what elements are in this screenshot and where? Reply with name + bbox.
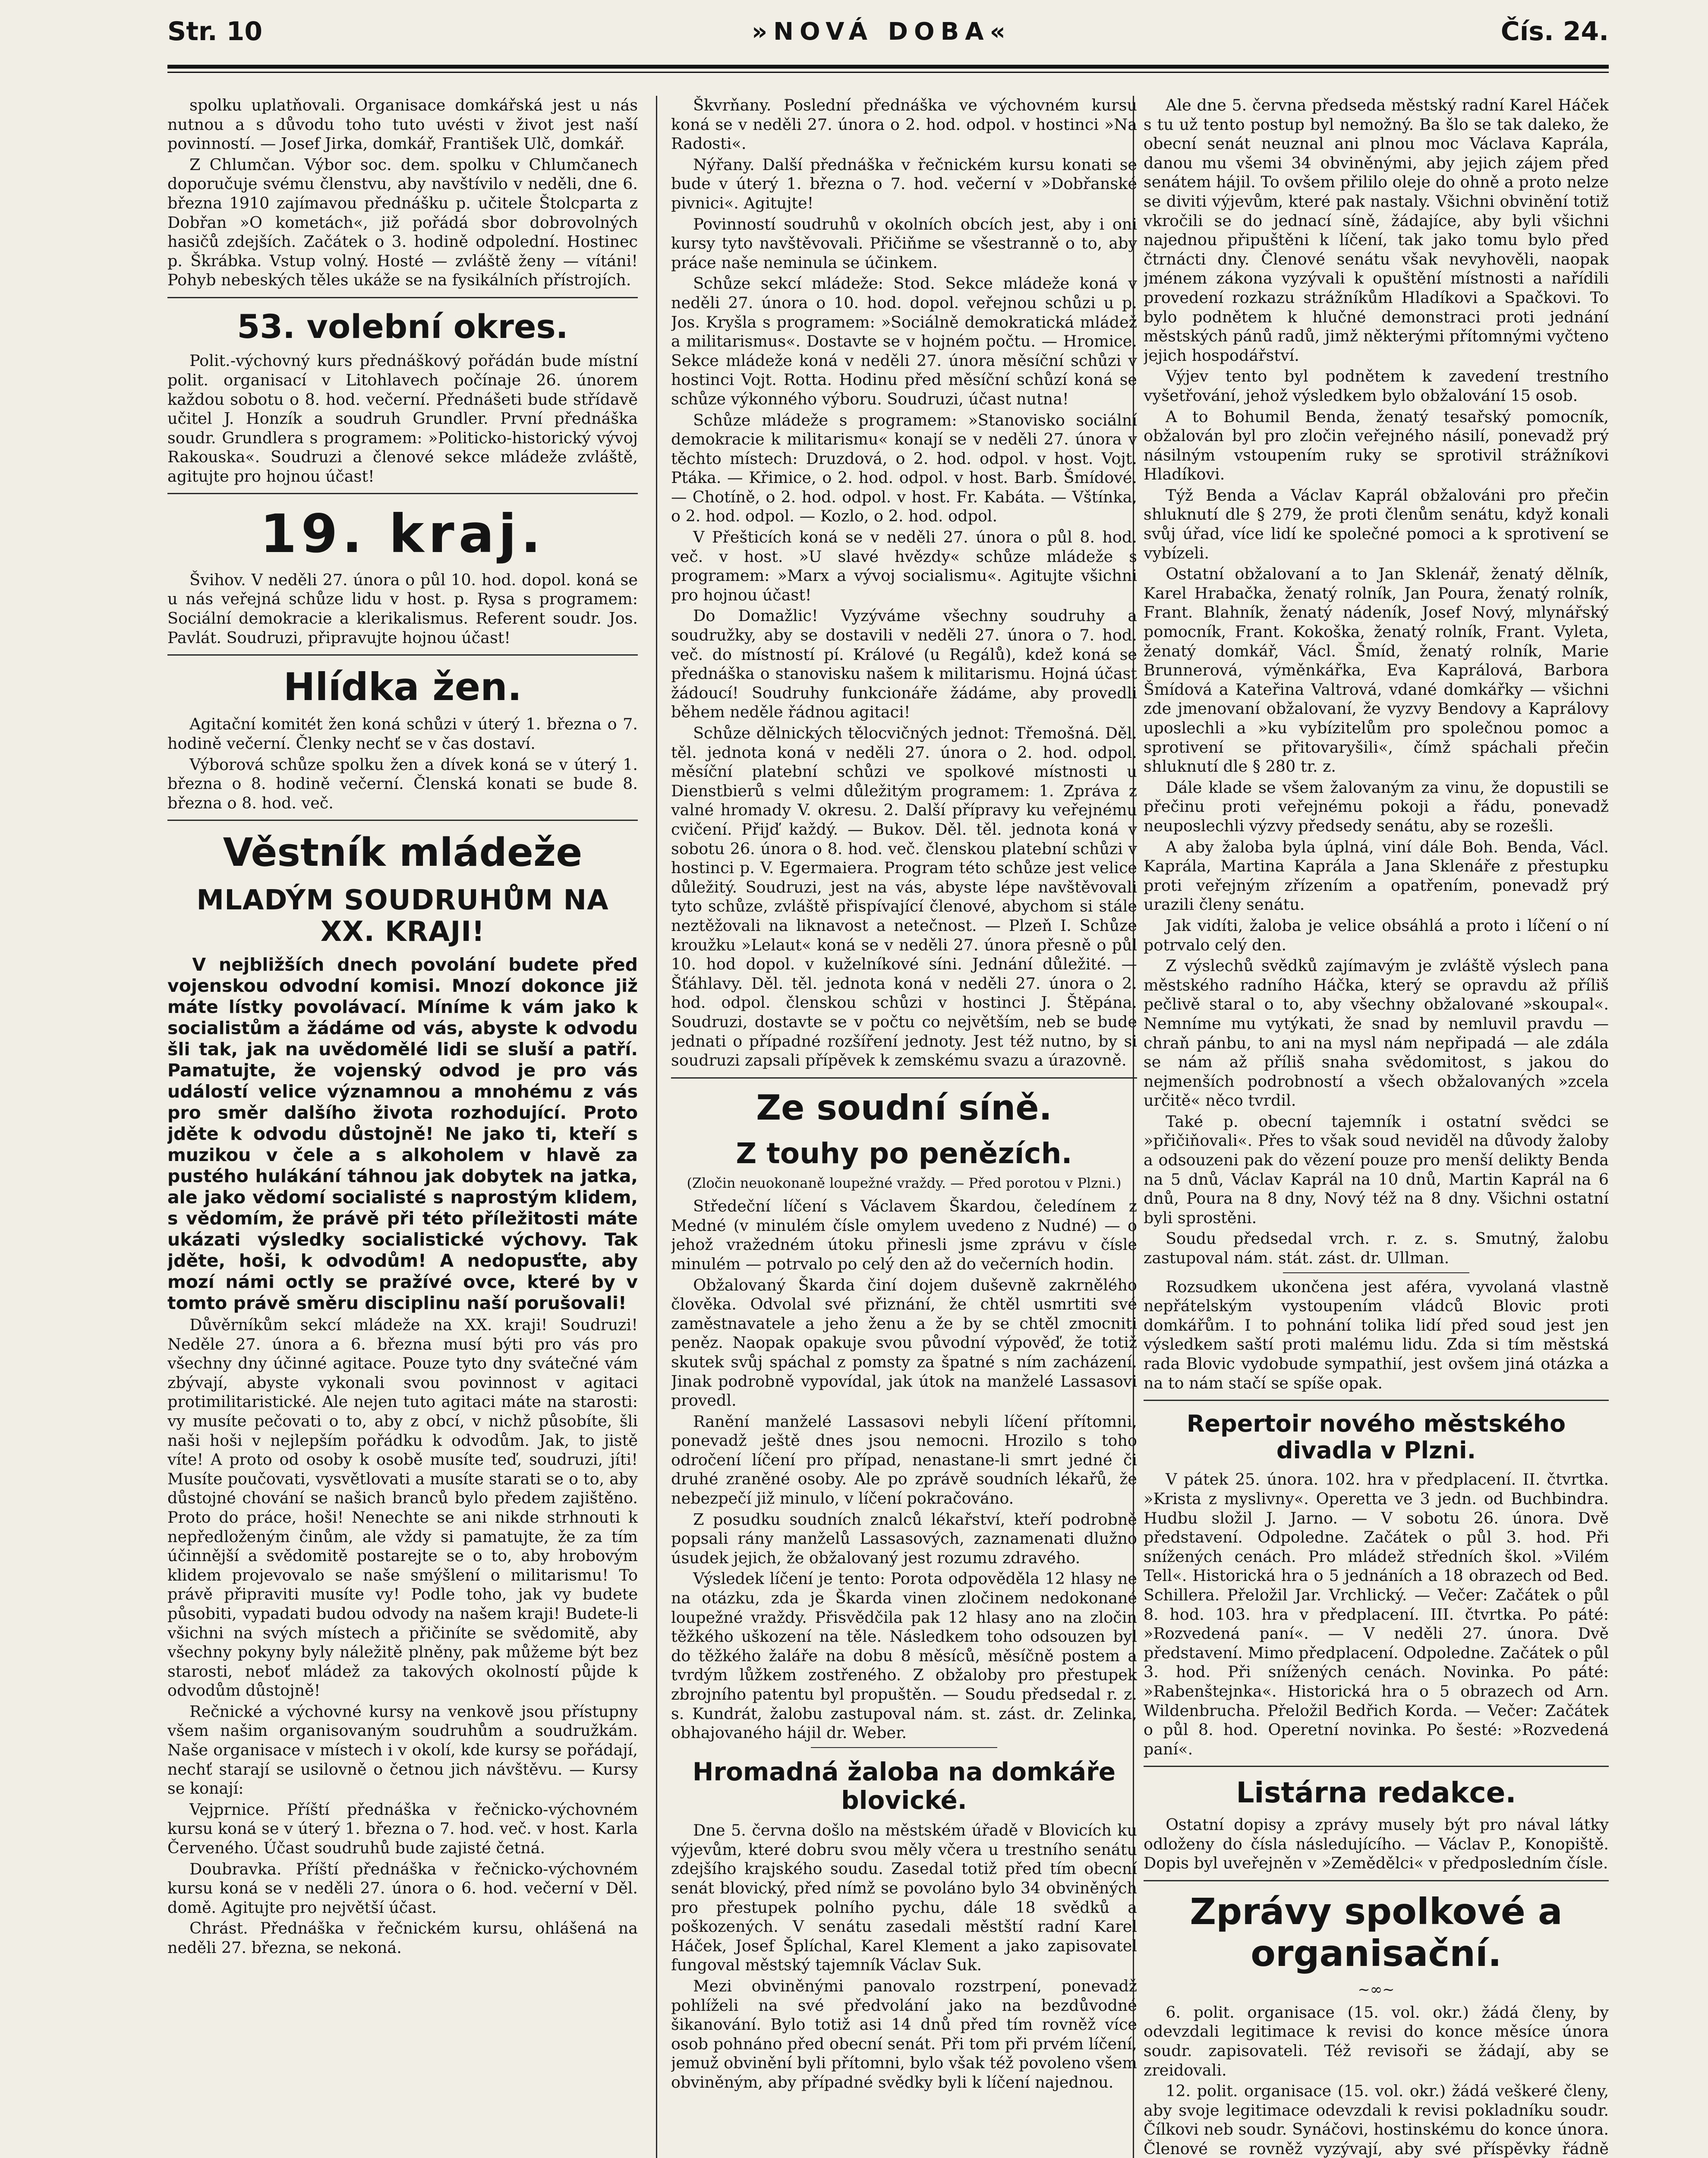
article-paragraph: Důvěrníkům sekcí mládeže na XX. kraji! Soudruzi! Neděle 27. února a 6. března musí býti pro vás pro všechny dny účinné agitace. Pouze tyto dny svátečné vám zbývají, abyste vykonali svou povinnost v agitaci protimilitaristické. Ale nejen tuto agitaci máte na starosti: vy musíte pečovati o to, aby z obcí, v nichž působíte, šli naši hoši v nejlepším pořádku k odvodům. Jak, to jistě víte! A proto od osoby k osobě musíte teď, soudruzi, jíti! Musíte poučovati, vysvětlovati a musíte starati se o to, aby důstojné chování se našich branců bylo předem zajištěno. Proto do práce, hoši! Nenechte se ani nikde strhnouti k nepředloženým činům, ale vždy si pamatujte, že za tím účinnější a svědomitě postarejte se o to, aby hrobovým klidem projevovalo se naše smýšlení o militarismu! To právě připraviti musíte vy! Podle toho, jak vy budete působiti, vypadati budou odvody na našem kraji! Budete-li všichni na svých místech a přičiníte se svědomitě, aby všechny pokyny byly náležitě plněny, pak můžeme být bez starosti, neboť mládež za takových okolností půjde k odvodům důstojně! — [167, 1316, 638, 1700]
article-paragraph: Agitační komitét žen koná schůzi v úterý 1. března o 7. hodině večerní. Členky nechť se v čas dostaví. — [167, 715, 638, 753]
article-paragraph: Do Domažlic! Vyzýváme všechny soudruhy a soudružky, aby se dostavili v neděli 27. února o 7. hod. več. do místností pí. Králové (u Regálů), kdež koná se přednáška o stanovisku našem k militarismu. Hojná účast žádoucí! Soudruhy funkcionáře žádáme, aby provedli během neděle řádnou agitaci! — [671, 606, 1137, 722]
masthead — [167, 8, 1609, 55]
article-divider — [1283, 1272, 1469, 1273]
section-heading-19-kraj: 19. kraj. — [260, 503, 545, 565]
section-divider — [167, 297, 638, 298]
column-divider — [656, 96, 657, 2158]
article-paragraph: 6. polit. organisace (15. vol. okr.) žádá členy, by odevzdali legitimace k revisi do konce měsíce února soudr. zapisovateli. Též revisoři se žádají, aby se zreidovali. — [1144, 2003, 1609, 2079]
article-paragraph: Ranění manželé Lassasovi nebyli líčení přítomni, ponevadž ještě dnes jsou nemocni. Hrozilo s toho odročení líčení pro případ, nenastane-li smrt jedné či druhé zraněné osoby. Ale po zprávě soudních lékařů, že nebezpečí již minulo, v líčení pokračováno. — [671, 1412, 1137, 1508]
section-divider — [1144, 1400, 1609, 1401]
article-paragraph: Švihov. V neděli 27. února o půl 10. hod. dopol. koná se u nás veřejná schůze lidu v host. p. Rysa s programem: Sociální demokracie a klerikalismus. Referent soudr. Jos. Pavlát. Soudruzi, připravujte hojnou účast! — [167, 570, 638, 647]
article-paragraph: Jak vidíti, žaloba je velice obsáhlá a proto i líčení o ní potrvalo celý den. — [1144, 916, 1609, 954]
article-paragraph: Nýřany. Další přednáška v řečnickém kursu konati se bude v úterý 1. března o 7. hod. večerní v »Dobřanské pivnici«. Agitujte! — [671, 155, 1137, 212]
article-paragraph: Obžalovaný Škarda činí dojem duševně zakrnělého člověka. Odvolal své přiznání, že chtěl usmrtiti své zaměstnavatele a jeho ženu a že by se chtěl zmocniti peněz. Naopak opakuje svou původní výpověď, že totiž skutek svůj spáchal z pomsty za špatné s ním zacházení. Jinak podrobně vypovídal, jak útok na manželé Lassasovi provedl. — [671, 1275, 1137, 1410]
article-paragraph: spolku uplatňovali. Organisace domkářská jest u nás nutnou a s důvodu toho tuto uvésti v život jest naší povinností. — Josef Jirka, domkář, František Ulč, domkář. — [167, 96, 638, 153]
section-heading-hlidka-zen: Hlídka žen. — [283, 665, 522, 710]
article-paragraph: Ostatní dopisy a zprávy musely být pro nával látky odloženy do čísla následujícího. — Václav P., Konopiště. Dopis byl uveřejněn v »Zemědělci« v předposledním čísle. — [1144, 1815, 1609, 1873]
section-divider — [167, 493, 638, 494]
article-paragraph: Povinností soudruhů v okolních obcích jest, aby i oni kursy tyto navštěvovali. Přičiňme se všestranně o to, aby práce naše neminula se účinkem. — [671, 215, 1137, 272]
article-paragraph: Polit.-výchovný kurs přednáškový pořádán bude místní polit. organisací v Litohlavech počínaje 26. únorem každou sobotu o 8. hod. večerní. Přednášeti bude střídavě učitel J. Honzík a soudruh Grundler. První přednáška soudr. Grundlera s programem: »Politicko-historický vývoj Rakouska«. Soudruzi a členové sekce mládeže zvláště, agitujte pro hojnou účast! — [167, 351, 638, 486]
article-paragraph: Výjev tento byl podnětem k zavedení trestního vyšetřování, jehož výsledkem bylo obžalování 15 osob. — [1144, 367, 1609, 405]
article-subheading: (Zločin neuokonaně loupežné vraždy. — Před porotou v Plzni.) — [687, 1174, 1122, 1191]
appeal-paragraph: V nejbližších dnech povolání budete před vojenskou odvodní komisi. Mnozí dokonce již máte lístky povolávací. Míníme k vám jako k socialistům a žádáme od vás, abyste k odvodu šli tak, jak na uvědomělé lidi se sluší a patří. Pamatujte, že vojenský odvod je pro vás událostí velice významnou a mnohému z vás pro směr dalšího života rozhodující. Proto jděte k odvodu důstojně! Ne jako ti, kteří s muzikou v čele a s alkoholem v hlavě za pustého hulákání táhnou jak dobytek na jatka, ale jako vědomí socialisté s naprostým klidem, s vědomím, že právě při této příležitosti máte ukázati výsledky socialistické výchovy. Tak jděte, hoši, k odvodům! A nedopusťte, aby mozí námi octly se pražívé ovce, které by v tomto právě směru disciplinu naší porušovali! — [167, 954, 638, 1313]
issue-number: Čís. 24. — [1500, 16, 1609, 47]
article-paragraph: Z Chlumčan. Výbor soc. dem. spolku v Chlumčanech doporučuje svému členstvu, aby navštívilo v neděli, dne 6. března 1910 zajímavou přednášku p. učitele Štolcparta z Dobřan »O kometách«, již pořádá sbor dobrovolných hasičů zdejších. Začátek o 3. hodině odpolední. Hostinec p. Škrábka. Vstup volný. Hosté — zvláště ženy — vítáni! Pohyb nebeských těles ukáže se na fysikálních přístrojích. — [167, 155, 638, 290]
article-paragraph: Schůze dělnických tělocvičných jednot: Třemošná. Děl. těl. jednota koná v neděli 27. února o 2. hod. odpol. měsíční platební schůzi ve spolkové místnosti u Dienstbierů s velmi důležitým programem: 1. Zpráva z valné hromady V. okresu. 2. Další přípravy ku veřejnému cvičení. Přijď každý. — Bukov. Děl. těl. jednota koná v sobotu 26. února o 8. hod. več. členskou platební schůzi v hostinci p. V. Egermaiera. Program této schůze jest velice důležitý. Soudruzi, jest na vás, abyste lépe navštěvovali tyto schůze, zvláště přispívající členové, abychom si stále neztěžovali na liknavost a netečnost. — Plzeň I. Schůze kroužku »Lelaut« koná se v neděli 27. února přesně o půl 10. hod dopol. v kuželníkové síni. Jednání důležité. — Šťáhlavy. Děl. těl. jednota koná v neděli 27. února o 2. hod. odpol. členskou schůzi v hostinci J. Štěpána. Soudruzi, dostavte se v počtu co největším, neb se bude jednati o případné rozšíření jednoty. Jest též nutno, by si soudruzi zapsali přípěvek k zemskému svazu a úrazovně. — [671, 724, 1137, 1070]
masthead-rule-thick — [167, 65, 1609, 69]
section-divider — [1144, 1880, 1609, 1881]
section-divider — [671, 1077, 1137, 1079]
section-divider — [167, 820, 638, 821]
section-heading-repertoir: Repertoir nového městského divadla v Plzni. — [1186, 1410, 1566, 1464]
appeal-heading: MLADÝM SOUDRUHŮM NA XX. KRAJI! — [196, 884, 609, 948]
article-paragraph: 12. polit. organisace (15. vol. okr.) žádá veškeré členy, aby svoje legitimace odevzdali k revisi pokladníku soudr. Čílkovi neb soudr. Synáčovi, hostinskému do konce února. Členové se rovněž vyzývají, aby své příspěvky řádně — [1144, 2082, 1609, 2158]
article-paragraph: V pátek 25. února. 102. hra v předplacení. II. čtvrtka. »Krista z myslivny«. Operetta ve 3 jedn. od Buchbindra. Hudbu složil J. Jarno. — V sobotu 26. února. Dvě představení. Odpoledne. Začátek o půl 3. hod. Při snížených cenách. Pro mládež středních škol. »Vilém Tell«. Historická hra o 5 jednáních a 18 obrazech od Bed. Schillera. Přeložil Jar. Vrchlický. — Večer: Začátek o půl 8. hod. 103. hra v předplacení. III. čtvrtka. Po páté: »Rozvedená paní«. — V neděli 27. února. Dvě představení. Mimo předplacení. Odpoledne. Začátek o půl 3. hod. Při snížených cenách. Novinka. Po páté: »Rabenštejnka«. Historická hra o 5 obrazech od Arn. Wildenbrucha. Přeložil Bedřich Korda. — Večer: Začátek o půl 8. hod. Operetní novinka. Po šesté: »Rozvedená paní«. — [1144, 1470, 1609, 1758]
article-paragraph: Dne 5. června došlo na městském úřadě v Blovicích ku výjevům, které dobru svou měly včera u trestního senátu zdejšího krajského soudu. Zasedal totiž před tím obecní senát blovický, před nímž se povoláno bylo 34 obviněných pro přestupek polního pychu, dále 18 svědků a poškozených. V senátu zasedali městští radní Karel Háček, Josef Šplíchal, Karel Klement a jako zapisovatel fungoval městský tajemník Václav Suk. — [671, 1821, 1137, 1975]
article-paragraph: Také p. obecní tajemník i ostatní svědci se »přičiňovali«. Přes to však soud neviděl na důvody žaloby a odsouzeni pak do vězení pouze pro menší delikty Benda na 5 dnů, Václav Kaprál na 10 dnů, Martin Kaprál na 6 dnů, Poura na 8 dny, Nový též na 8 dny. Všichni ostatní byli sprostěni. — [1144, 1112, 1609, 1227]
section-divider — [1144, 1766, 1609, 1767]
section-heading-53-district: 53. volební okres. — [237, 307, 568, 346]
article-paragraph: Škvrňany. Poslední přednáška ve výchovném kursu koná se v neděli 27. února o 2. hod. odpol. v hostinci »Na Radosti«. — [671, 96, 1137, 153]
article-heading: Z touhy po penězích. — [736, 1136, 1072, 1170]
article-paragraph: A aby žaloba byla úplná, viní dále Boh. Benda, Václ. Kaprála, Martina Kaprála a Jana Sklenáře z přestupku proti veřejným zřízením a opatřením, ponevadž prý urazili členy senátu. — [1144, 837, 1609, 914]
article-paragraph: Dále klade se všem žalovaným za vinu, že dopustili se přečinu proti veřejnému pokoji a řádu, ponevadž neuposlechli výzvy předsedy senátu, aby se rozešli. — [1144, 778, 1609, 835]
article-paragraph: Mezi obviněnými panovalo rozstrpení, ponevadž pohlíželi na své předvolání jako na bezdůvodné šikanování. Bylo totiž asi 14 dnů před tím rovněž více osob pohnáno před obecní senát. Při tom při prvém líčení, jemuž obvinění byli přítomni, bylo však též povoleno všem obviněným, aby případné svědky byli k líčení najednou. — [671, 1976, 1137, 2092]
article-paragraph: Z posudku soudních znalců lékařství, kteří podrobně popsali rány manželů Lassasových, zaznamenati dlužno úsudek jejich, že obžalovaný jest rozumu zdravého. — [671, 1510, 1137, 1567]
article-paragraph: Vejprnice. Příští přednáška v řečnicko-výchovném kursu koná se v úterý 1. března o 7. hod. več. v host. Karla Červeného. Účast soudruhů bude zajisté četná. — [167, 1800, 638, 1858]
article-paragraph: Výborová schůze spolku žen a dívek koná se v úterý 1. března o 8. hodině večerní. Členská konati se bude 8. března o 8. hod. več. — [167, 755, 638, 812]
section-heading-vestnik-mladeze: Věstník mládeže — [223, 830, 583, 876]
article-paragraph: Týž Benda a Václav Kaprál obžalováni pro přečin shluknutí dle § 279, že proti členům senátu, když konali svůj úřad, více lidí ke společné pomoci a k sprotivení se vybízeli. — [1144, 486, 1609, 562]
article-paragraph: Výsledek líčení je tento: Porota odpověděla 12 hlasy ne na otázku, zda je Škarda vinen zločinem nedokonané loupežné vraždy. Přisvědčila pak 12 hlasy ano na zločin těžkého uškození na těle. Následkem toho odsouzen byl do těžkého žaláře na dobu 8 měsíců, měsíčně postem a tvrdým lůžkem zostřeného. Z obžaloby pro přestupek zbrojního patentu byl propuštěn. — Soudu předsedal r. z. s. Kundrát, žalobu zastupoval nám. st. zást. dr. Zelinka, obhajovaného hájil dr. Weber. — [671, 1569, 1137, 1742]
section-heading-soudni-sin: Ze soudní síně. — [756, 1087, 1052, 1128]
article-paragraph: Z výslechů svědků zajímavým je zvláště výslech pana městského radního Háčka, který se opravdu až příliš pečlivě staral o to, aby všechny obžalované »skoupal«. Nemníme mu vytýkati, že snad by nemluvil pravdu — chraň pánbu, to ani na mysl nám nepřipadá — ale zdála se nám až příliš snaha svědomitost, s jakou do nejmenších podrobností a všech obžalovaných »zcela určitě« něco tvrdil. — [1144, 956, 1609, 1110]
article-paragraph: Chrást. Přednáška v řečnickém kursu, ohlášená na neděli 27. března, se nekoná. — [167, 1919, 638, 1957]
article-paragraph: Doubravka. Příští přednáška v řečnicko-výchovném kursu koná se v neděli 27. února o 6. hod. večerní v Děl. domě. Agitujte pro největší účast. — [167, 1859, 638, 1917]
article-heading: Hromadná žaloba na domkáře blovické. — [692, 1757, 1116, 1815]
section-heading-zpravy-spolkove: Zprávy spolkové a organisační. — [1190, 1890, 1563, 1975]
column-1 — [167, 96, 638, 2158]
column-2 — [671, 96, 1137, 2158]
section-heading-listarna: Listárna redakce. — [1236, 1776, 1516, 1810]
article-paragraph: Rečnické a výchovné kursy na venkově jsou přístupny všem našim organisovaným soudruhům a soudružkám. Naše organisace v místech i v okolí, kde kursy se pořádají, nechť starají se usilovně o četnou jich návštěvu. — Kursy se konají: — [167, 1702, 638, 1798]
article-paragraph: Ale dne 5. června předseda městský radní Karel Háček s tu už tento postup byl nemožný. Ba šlo se tak daleko, že obecní senát neuznal ani plnou moc Václava Kaprála, danou mu všemi 34 obviněnými, aby jejich zájem před senátem hájil. To ovšem přililo oleje do ohně a proto nelze se diviti výjevům, které pak nastaly. Všichni obvinění totiž vkročili se do jednací síně, žádajíce, aby byli všichni najednou připuštěni k líčení, tak jako tomu bylo před čtrnácti dny. Členové senátu však nevyhověli, naopak jménem zákona vyzývali k opuštění místnosti a nařídili provedení rozkazu strážníkům Hladíkovi a Spačkovi. To bylo podnětem k hlučné demonstraci proti jednání městských pánů radů, jimž některými přítomnými vyčteno jejich hospodářství. — [1144, 96, 1609, 365]
article-paragraph: Rozsudkem ukončena jest aféra, vyvolaná vlastně nepřátelským vystoupením vládců Blovic proti domkářům. I to pohnání tolika lidí před soud jest jen výsledkem saští proti malému lidu. Zda si tím městská rada Blovic vydobude sympathií, jest ovšem jiná otázka a na to nám stačí se spíše opak. — [1144, 1277, 1609, 1392]
article-paragraph: Soudu předsedal vrch. r. z. s. Smutný, žalobu zastupoval nám. stát. zást. dr. Ullman. — [1144, 1229, 1609, 1268]
article-paragraph: Schůze sekcí mládeže: Stod. Sekce mládeže koná v neděli 27. února o 10. hod. dopol. veřejnou schůzi u p. Jos. Kryšla s programem: »Sociálně demokratická mládež a militarismus«. Dostavte se v hojném počtu. — Hromice. Sekce mládeže koná v neděli 27. února měsíční schůzi v hostinci Vojt. Rotta. Hodinu před měsíční schůzí koná se schůze výkonného výboru. Soudruzi, účast nutna! — [671, 274, 1137, 408]
article-paragraph: A to Bohumil Benda, ženatý tesařský pomocník, obžalován byl pro zločin veřejného násilí, ponevadž prý násilným vstoupením ruky se sprotivil strážníkovi Hladíkovi. — [1144, 407, 1609, 484]
article-paragraph: Středeční líčení s Václavem Škardou, čeledínem z Medné (v minulém čísle omylem uvedeno z Nudné) — o jehož vražedném útoku přinesli jsme zprávu v čísle minulém — potrvalo po celý den až do večerních hodin. — [671, 1197, 1137, 1273]
article-paragraph: Schůze mládeže s programem: »Stanovisko sociální demokracie k militarismu« konají se v neděli 27. února v těchto místech: Druzdová, o 2. hod. odpol. v host. Vojt. Ptáka. — Křimice, o 2. hod. odpol. v host. Barb. Šmídové. — Chotíně, o 2. hod. odpol. v host. Fr. Kabáta. — Vštínka, o 2. hod. odpol. — Kozlo, o 2. hod. odpol. — [671, 410, 1137, 526]
masthead-rule-thin — [167, 72, 1609, 73]
page-number: Str. 10 — [167, 16, 263, 47]
article-paragraph: V Přešticích koná se v neděli 27. února o půl 8. hod. več. v host. »U slavé hvězdy« schůze mládeže s programem: »Marx a vývoj socialismu«. Agitujte všichni pro hojnou účast! — [671, 528, 1137, 604]
article-divider — [811, 1747, 997, 1748]
section-divider — [167, 654, 638, 656]
ornament-icon: ~∞~ — [1358, 1981, 1395, 1999]
article-paragraph: Ostatní obžalovaní a to Jan Sklenář, ženatý dělník, Karel Hrabačka, ženatý rolník, Jan Poura, ženatý rolník, Frant. Blahník, ženatý nádeník, Josef Nový, mlynářský pomocník, Frant. Kokoška, ženatý rolník, Frant. Vyleta, ženatý domkář, Václ. Šmíd, ženatý rolník, Marie Brunnerová, výměnkářka, Eva Kaprálová, Barbora Šmídová a Kateřina Valtrová, vdané domkářky — všichni zde jmenovaní obžalovaní, že vyzvy Bendovy a Kaprálovy uposlechli a »ku vybízitelům pro společnou pomoc a sprotivení se přitovaryšili«, čímž spáchali přečin shluknutí dle § 280 tr. z. — [1144, 565, 1609, 776]
newspaper-title: »NOVÁ DOBA« — [752, 17, 1012, 46]
column-3 — [1144, 96, 1609, 2158]
